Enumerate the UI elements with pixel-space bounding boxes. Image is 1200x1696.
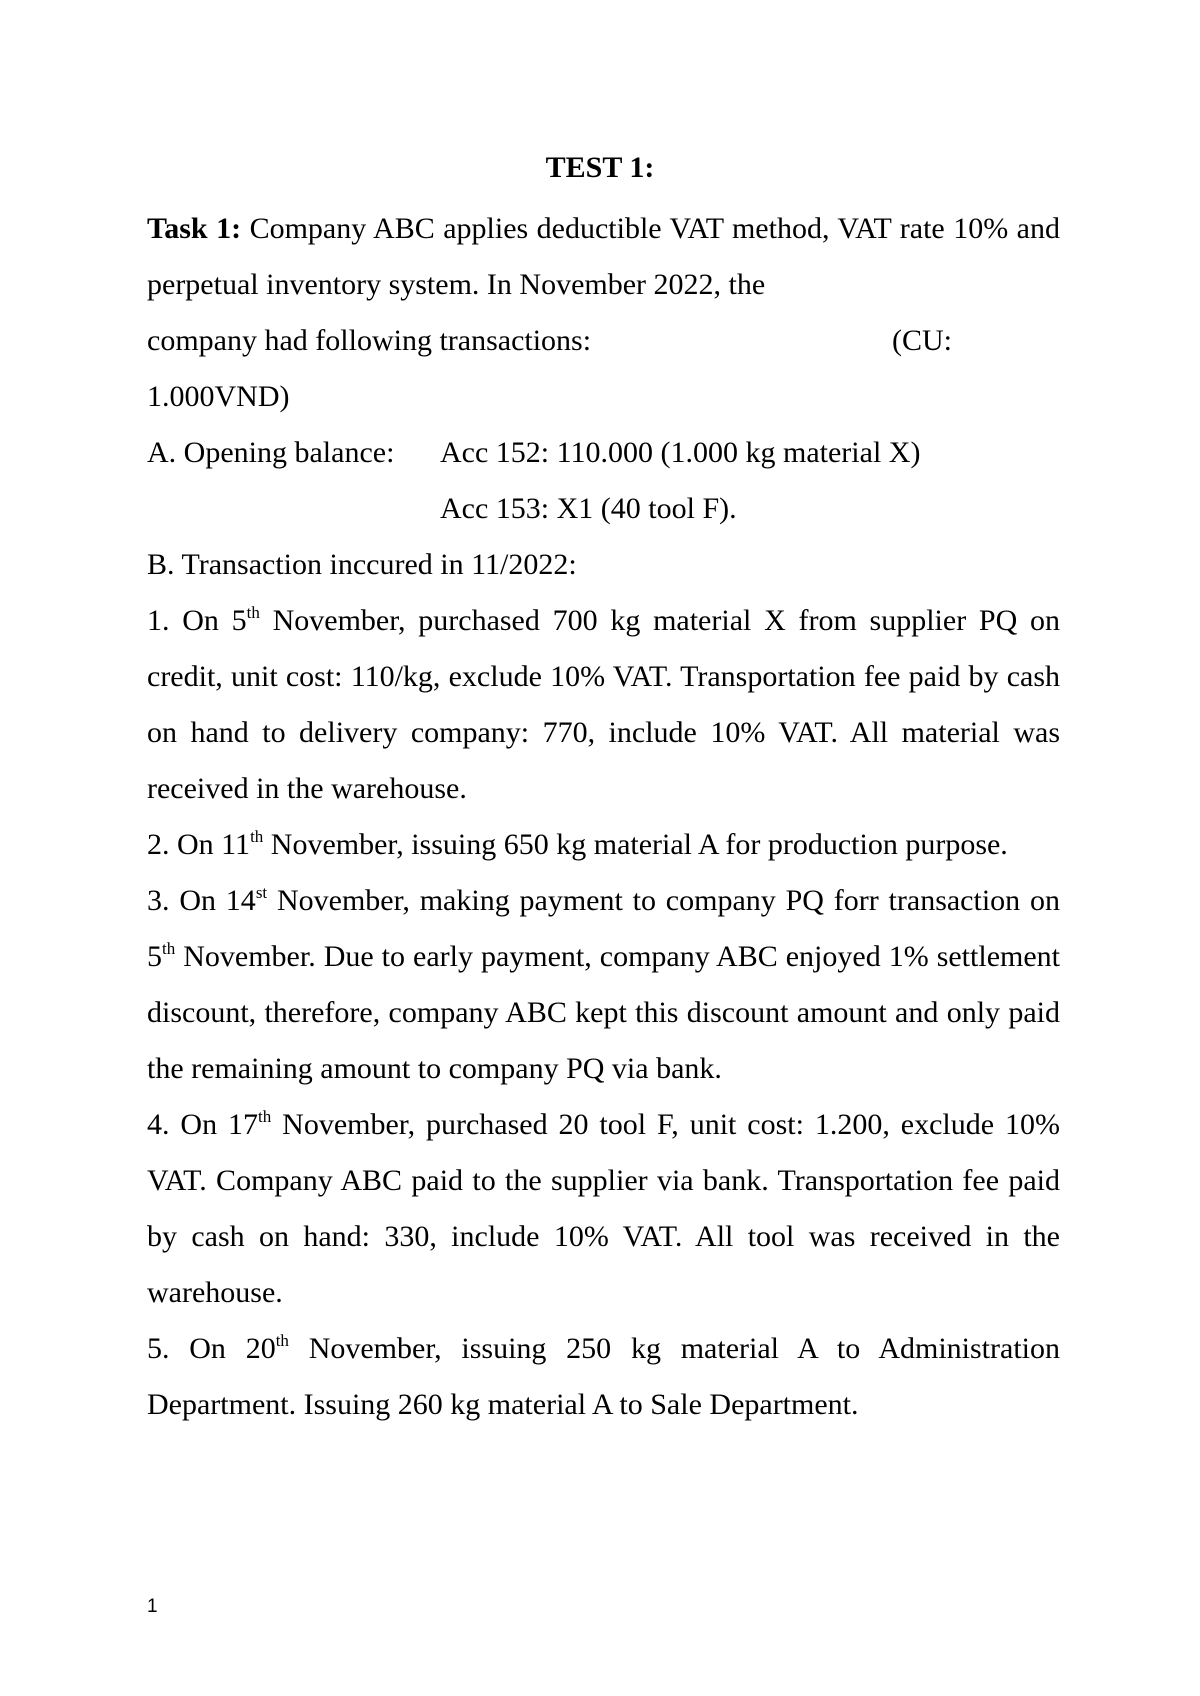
task-line-1: Company ABC applies deductible VAT method, VAT rate [249,212,945,245]
task-label: Task 1: [147,212,242,245]
transaction-item: 4. On 17th November, purchased 20 tool F, unit cost: 1.200, exclude 10% VAT. Company ABC paid to the supplier via bank. Transportation fee paid by cash on hand: 330, include 10% VAT. All tool was received in the warehouse. [147,1107,1060,1309]
task-paragraph [147,201,1060,313]
page-title: TEST 1: [545,151,655,184]
section-b-heading: B. Transaction inccured in 11/2022: [147,548,577,581]
acc-153-balance: Acc 153: X1 (40 tool F). [440,492,737,525]
opening-balance-label: A. Opening balance: [147,436,395,469]
task-line-3-right: (CU: [892,324,952,357]
transaction-item: 3. On 14st November, making payment to company PQ forr transaction on 5th November. Due to early payment, company ABC enjoyed 1% settlement discount, therefore, company ABC kept this discount amount and only paid the remaining amount to company PQ via bank. [147,883,1060,1085]
page-number: 1 [147,1596,158,1617]
document-body [147,201,1060,1433]
acc-153-row [147,481,1060,537]
task-line-3 [147,313,1060,369]
transaction-item: 2. On 11th November, issuing 650 kg material A for production purpose. [147,827,1008,861]
task-line-3-left: company had following transactions: [147,324,592,357]
transaction-item: 5. On 20th November, issuing 250 kg material A to Administration Department. Issuing 260 kg material A to Sale Department. [147,1331,1060,1421]
opening-balance-row [147,425,1060,481]
transaction-item: 1. On 5th November, purchased 700 kg material X from supplier PQ on credit, unit cost: 110/kg, exclude 10% VAT. Transportation fee paid by cash on hand to delivery company: 770, include 10% VAT. All material was received in the warehouse. [147,603,1060,805]
task-line-4: 1.000VND) [147,380,290,413]
task-line-2: 10% and perpetual inventory system. In November 2022, the [147,212,1061,301]
acc-152-balance: Acc 152: 110.000 (1.000 kg material X) [440,436,921,469]
